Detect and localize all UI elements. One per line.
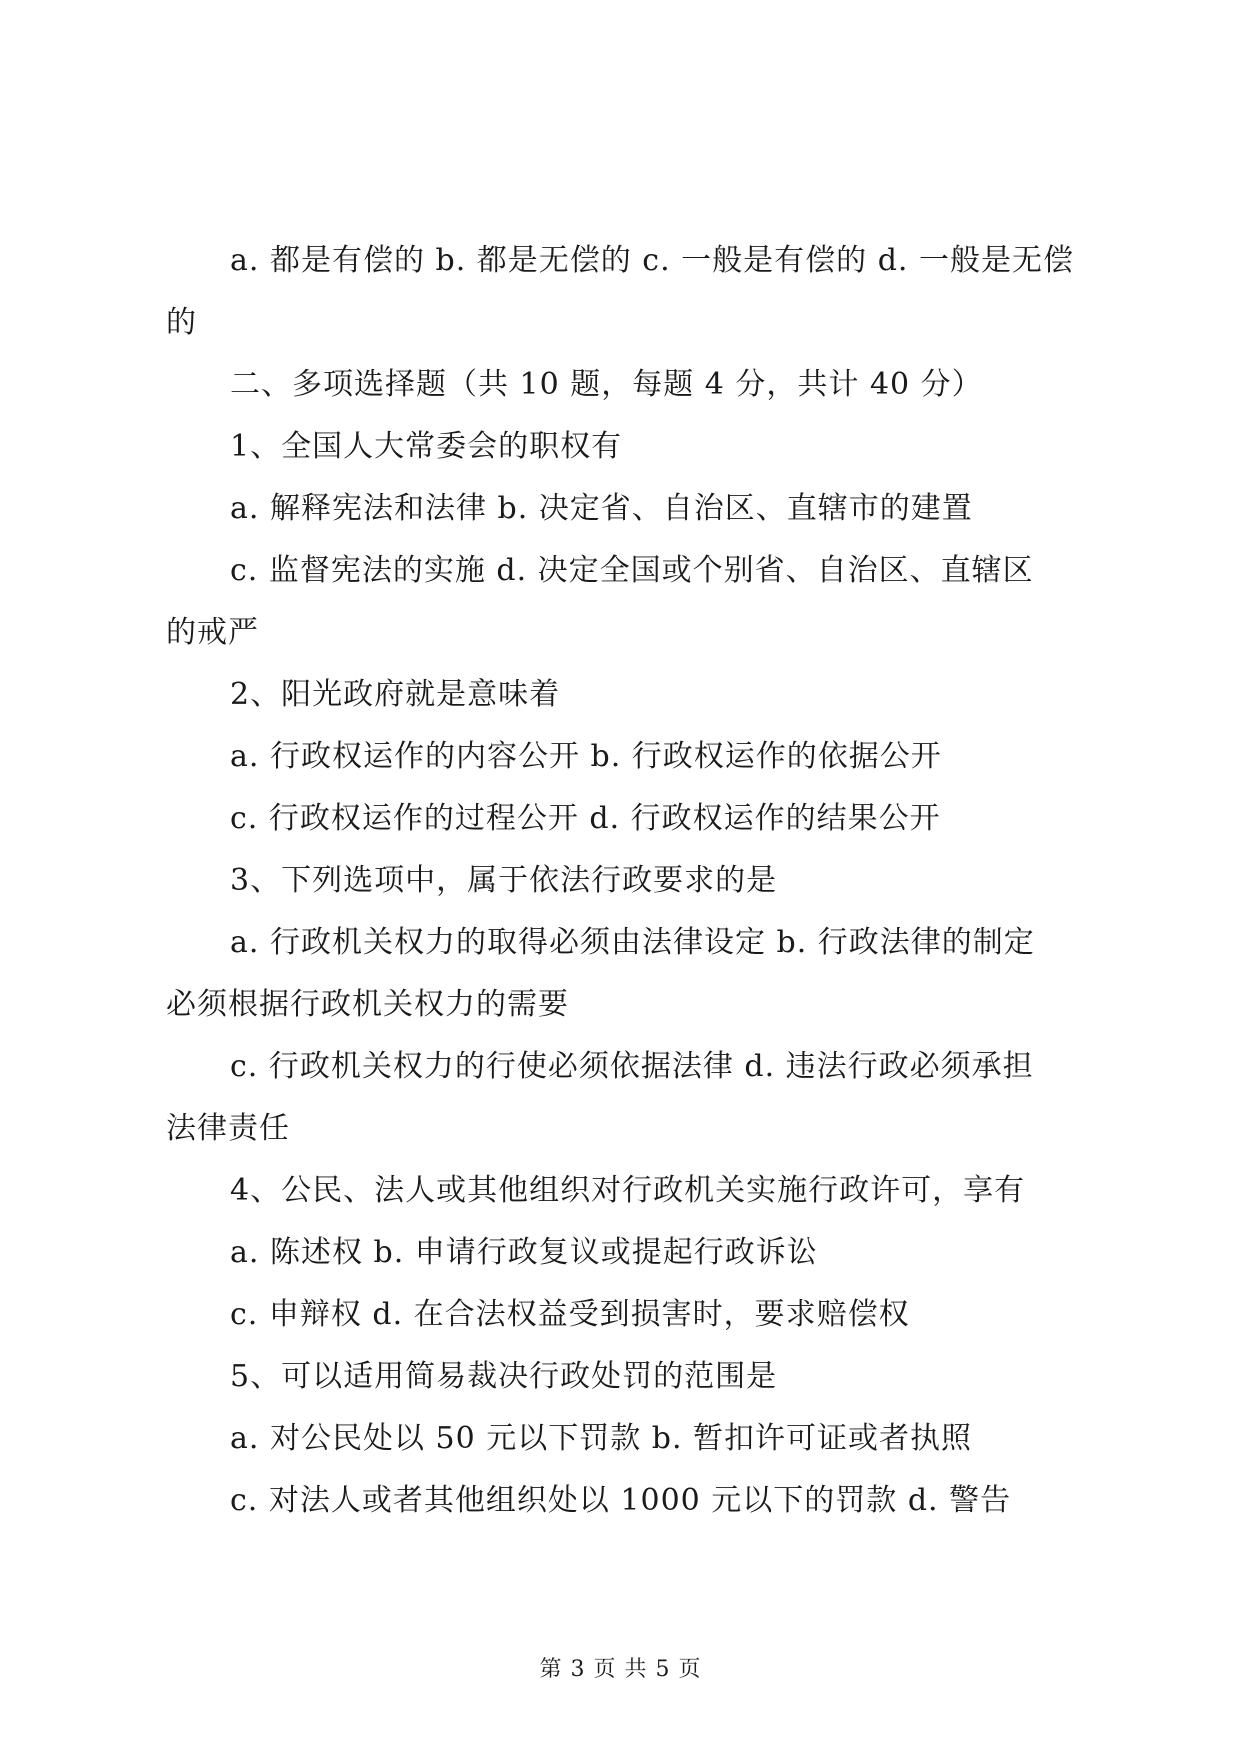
section-heading: 二、多项选择题（共 10 题，每题 4 分，共计 40 分） [230, 367, 983, 402]
question-4-options-cd: c. 申辩权 d. 在合法权益受到损害时，要求赔偿权 [230, 1297, 910, 1332]
question-3-options-cd-continuation: 法律责任 [166, 1111, 290, 1146]
page-number: 第 3 页 共 5 页 [539, 1657, 702, 1682]
question-2: 2、阳光政府就是意味着 [230, 677, 561, 712]
question-1-options-cd: c. 监督宪法的实施 d. 决定全国或个别省、自治区、直辖区 [230, 553, 1034, 588]
question-5: 5、可以适用简易裁决行政处罚的范围是 [230, 1359, 778, 1394]
question-3-options-ab: a. 行政机关权力的取得必须由法律设定 b. 行政法律的制定 [230, 925, 1035, 960]
question-2-options-ab: a. 行政权运作的内容公开 b. 行政权运作的依据公开 [230, 739, 942, 774]
question-4-options-ab: a. 陈述权 b. 申请行政复议或提起行政诉讼 [230, 1235, 818, 1270]
question-4: 4、公民、法人或其他组织对行政机关实施行政许可，享有 [230, 1173, 1026, 1208]
question-3-options-cd: c. 行政机关权力的行使必须依据法律 d. 违法行政必须承担 [230, 1049, 1034, 1084]
option-line: a. 都是有偿的 b. 都是无偿的 c. 一般是有偿的 d. 一般是无偿 [230, 243, 1074, 278]
question-1: 1、全国人大常委会的职权有 [230, 429, 623, 464]
question-5-options-cd: c. 对法人或者其他组织处以 1000 元以下的罚款 d. 警告 [230, 1483, 1012, 1518]
question-1-options-ab: a. 解释宪法和法律 b. 决定省、自治区、直辖市的建置 [230, 491, 973, 526]
question-2-options-cd: c. 行政权运作的过程公开 d. 行政权运作的结果公开 [230, 801, 941, 836]
question-3: 3、下列选项中，属于依法行政要求的是 [230, 863, 778, 898]
page-footer [0, 1652, 1241, 1683]
option-line-continuation: 的 [166, 305, 197, 340]
document-body [166, 230, 1086, 1532]
question-1-options-continuation: 的戒严 [166, 615, 259, 650]
question-5-options-ab: a. 对公民处以 50 元以下罚款 b. 暂扣许可证或者执照 [230, 1421, 973, 1456]
question-3-options-ab-continuation: 必须根据行政机关权力的需要 [166, 987, 569, 1022]
